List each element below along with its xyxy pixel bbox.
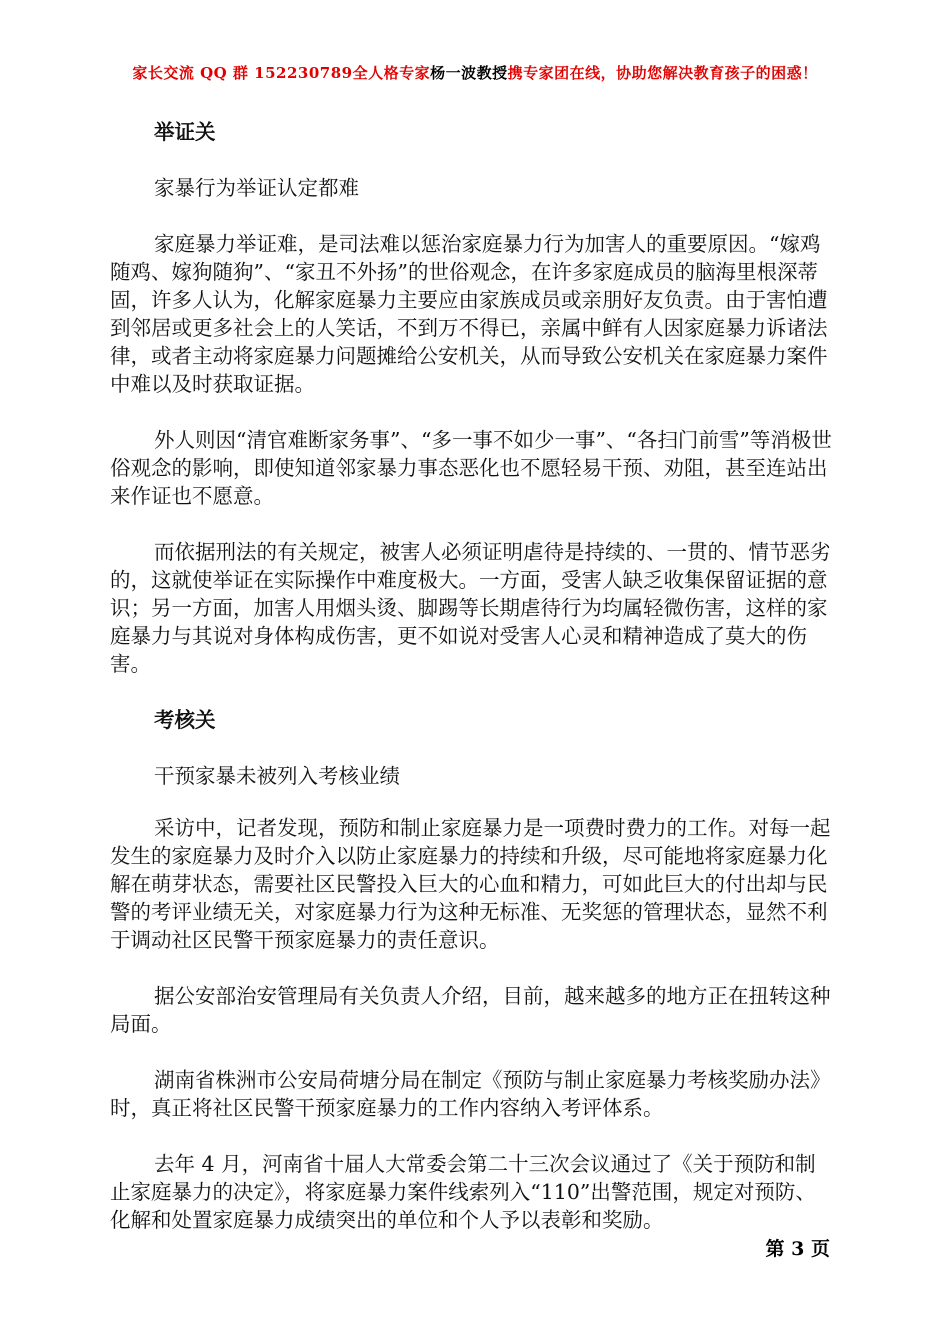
body-paragraph: 家庭暴力举证难，是司法难以惩治家庭暴力行为加害人的重要原因。“嫁鸡随鸡、嫁狗随狗”、“家丑不外扬”的世俗观念，在许多家庭成员的脑海里根深蒂固，许多人认为，化解家庭暴力主要应由家族成员或亲朋好友负责。由于害怕遭到邻居或更多社会上的人笑话，不到万不得已，亲属中鲜有人因家庭暴力诉诸法律，或者主动将家庭暴力问题摊给公安机关，从而导致公安机关在家庭暴力案件中难以及时获取证据。 <box>110 232 828 396</box>
header-tagline: 携专家团在线，协助您解决教育孩子的困惑！ <box>507 64 818 82</box>
body-paragraph: 采访中，记者发现，预防和制止家庭暴力是一项费时费力的工作。对每一起发生的家庭暴力及时介入以防止家庭暴力的持续和升级，尽可能地将家庭暴力化解在萌芽状态，需要社区民警投入巨大的心血和精力，可如此巨大的付出却与民警的考评业绩无关，对家庭暴力行为这种无标准、无奖惩的管理状态，显然不利于调动社区民警干预家庭暴力的责任意识。 <box>110 816 831 952</box>
header-expert-name: 杨一波教授 <box>430 64 508 82</box>
body-paragraph: 去年 4 月，河南省十届人大常委会第二十三次会议通过了《关于预防和制止家庭暴力的决定》，将家庭暴力案件线索列入“110”出警范围，规定对预防、化解和处置家庭暴力成绩突出的单位和个人予以表彰和奖励。 <box>110 1152 816 1232</box>
header-qq-group: 家长交流 QQ 群 152230789 <box>132 64 353 82</box>
section-heading: 举证关 <box>154 120 216 144</box>
section-subheading: 干预家暴未被列入考核业绩 <box>154 764 400 788</box>
document-body <box>110 118 835 1234</box>
body-paragraph: 湖南省株洲市公安局荷塘分局在制定《预防与制止家庭暴力考核奖励办法》时，真正将社区民警干预家庭暴力的工作内容纳入考评体系。 <box>110 1068 831 1120</box>
body-paragraph: 据公安部治安管理局有关负责人介绍，目前，越来越多的地方正在扭转这种局面。 <box>110 984 831 1036</box>
header-expert-title: 全人格专家 <box>352 64 431 82</box>
body-paragraph: 而依据刑法的有关规定，被害人必须证明虐待是持续的、一贯的、情节恶劣的，这就使举证在实际操作中难度极大。一方面，受害人缺乏收集保留证据的意识；另一方面，加害人用烟头烫、脚踢等长期虐待行为均属轻微伤害，这样的家庭暴力与其说对身体构成伤害，更不如说对受害人心灵和精神造成了莫大的伤害。 <box>110 540 831 676</box>
page-header-banner <box>0 62 950 83</box>
page-number: 第 3 页 <box>765 1238 830 1260</box>
body-paragraph: 外人则因“清官难断家务事”、“多一事不如少一事”、“各扫门前雪”等消极世俗观念的影响，即使知道邻家暴力事态恶化也不愿轻易干预、劝阻，甚至连站出来作证也不愿意。 <box>110 428 832 508</box>
section-subheading: 家暴行为举证认定都难 <box>154 176 359 200</box>
section-heading: 考核关 <box>154 708 216 732</box>
